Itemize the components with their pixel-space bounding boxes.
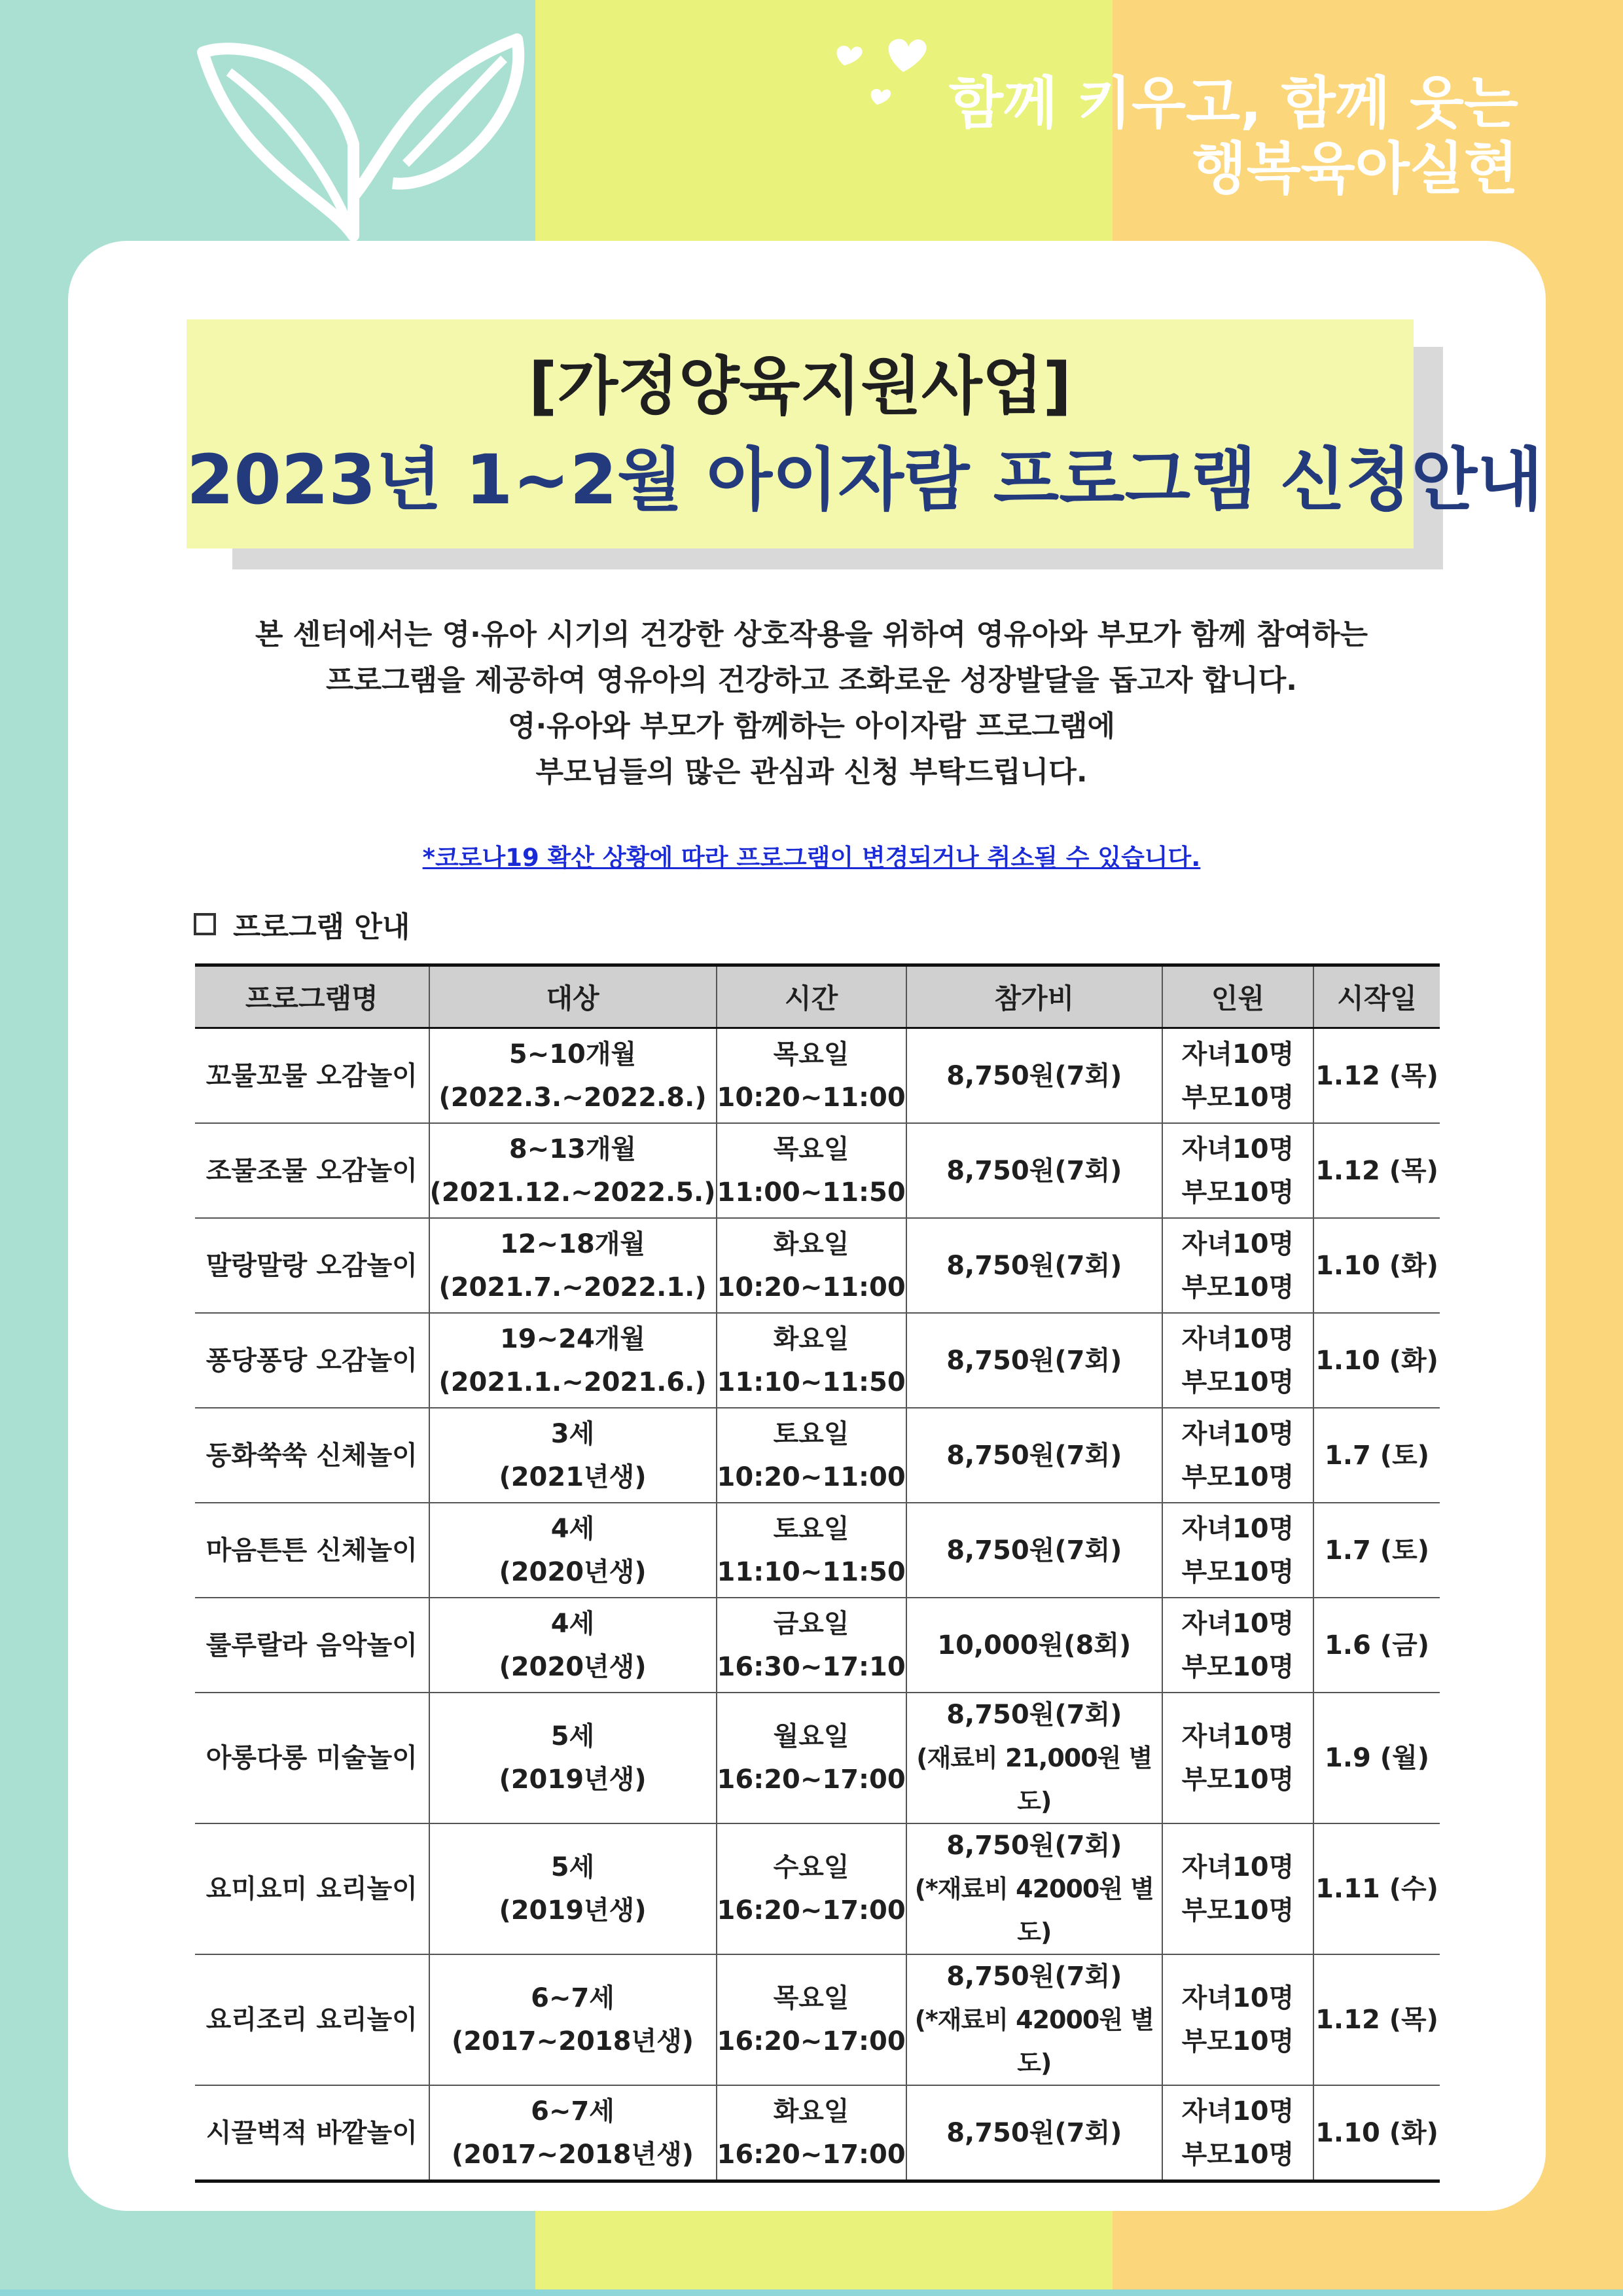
start-date-cell-start: 1.7 (토) [1325,1440,1430,1471]
start-date-cell [1313,1693,1440,1823]
title-box [187,319,1543,548]
time-cell-time1: 목요일 [773,1039,849,1069]
time-cell-time1: 수요일 [773,1852,849,1882]
fee-cell-fee2: (재료비 21,000원 별도) [916,1744,1152,1816]
header-start-date: 시작일 [1313,965,1440,1028]
target-cell [429,1123,717,1218]
start-date-cell [1313,2085,1440,2181]
header-capacity: 인원 [1162,965,1313,1028]
capacity-cell-cap2: 부모10명 [1181,1651,1294,1682]
time-cell-time1: 목요일 [773,1983,849,2013]
capacity-cell-cap2: 부모10명 [1181,2139,1294,2170]
time-cell-time1: 화요일 [773,1229,849,1259]
start-date-cell-start: 1.12 (목) [1315,2005,1438,2035]
fee-cell-fee1: 8,750원(7회) [946,2117,1122,2148]
target-cell [429,1954,717,2085]
covid-notice: *코로나19 확산 상황에 따라 프로그램이 변경되거나 취소될 수 있습니다. [422,844,1201,872]
time-cell-time1: 목요일 [773,1134,849,1164]
start-date-cell [1313,1954,1440,2085]
fee-cell-fee1: 8,750원(7회) [946,1345,1122,1376]
table-row [195,2085,1440,2181]
fee-cell [906,1954,1162,2085]
target-cell-target1: 3세 [550,1418,595,1449]
capacity-cell-cap2: 부모10명 [1181,1895,1294,1926]
start-date-cell-start: 1.12 (목) [1315,1060,1438,1091]
start-date-cell [1313,1823,1440,1954]
time-cell [717,1503,906,1598]
target-cell [429,1028,717,1124]
target-cell-target1: 6~7세 [531,2096,615,2126]
program-name-cell [195,1954,429,2085]
target-cell [429,1598,717,1693]
time-cell-time1: 금요일 [773,1608,849,1639]
capacity-cell-cap1: 자녀10명 [1181,1323,1294,1354]
program-name-cell [195,1123,429,1218]
table-header-row [195,965,1440,1028]
fee-cell-fee1: 8,750원(7회) [946,1060,1122,1091]
time-cell [717,1028,906,1124]
fee-cell-fee1: 8,750원(7회) [946,1700,1122,1730]
target-cell-target1: 5세 [550,1721,595,1751]
time-cell-time2: 11:00~11:50 [717,1177,906,1208]
time-cell-time1: 화요일 [773,1323,849,1354]
header-fee: 참가비 [906,965,1162,1028]
program-name-cell-name: 퐁당퐁당 오감놀이 [205,1345,418,1376]
target-cell-target1: 4세 [550,1608,595,1639]
capacity-cell-cap2: 부모10명 [1181,1177,1294,1208]
start-date-cell [1313,1503,1440,1598]
fee-cell [906,2085,1162,2181]
start-date-cell-start: 1.9 (월) [1325,1743,1430,1773]
time-cell-time2: 10:20~11:00 [717,1082,906,1113]
time-cell-time1: 토요일 [773,1513,849,1544]
target-cell-target2: (2020년생) [499,1556,647,1587]
start-date-cell-start: 1.11 (수) [1315,1874,1438,1904]
fee-cell-fee2: (*재료비 42000원 별도) [914,1874,1154,1946]
time-cell-time2: 10:20~11:00 [717,1272,906,1302]
fee-cell-fee1: 8,750원(7회) [946,1440,1122,1471]
start-date-cell-start: 1.7 (토) [1325,1535,1430,1566]
time-cell-time2: 16:20~17:00 [717,1765,906,1795]
target-cell-target2: (2017~2018년생) [452,2026,694,2056]
table-row [195,1313,1440,1408]
capacity-cell-cap1: 자녀10명 [1181,1721,1294,1751]
intro-line4: 부모님들의 많은 관심과 신청 부탁드립니다. [535,755,1088,789]
program-name-cell-name: 요미요미 요리놀이 [205,1874,418,1904]
program-name-cell [195,1218,429,1313]
capacity-cell-cap1: 자녀10명 [1181,1852,1294,1882]
header-target: 대상 [429,965,717,1028]
target-cell-target1: 5세 [550,1852,595,1882]
slogan-line1: 함께 키우고, 함께 웃는 [948,71,1518,136]
start-date-cell-start: 1.12 (목) [1315,1155,1438,1186]
time-cell-time2: 10:20~11:00 [717,1462,906,1492]
time-cell-time2: 11:10~11:50 [717,1556,906,1587]
table-row [195,1503,1440,1598]
capacity-cell-cap2: 부모10명 [1181,1367,1294,1397]
intro-line2: 프로그램을 제공하여 영유아의 건강하고 조화로운 성장발달을 돕고자 합니다. [325,664,1298,697]
target-cell-target2: (2021.1.~2021.6.) [438,1367,707,1397]
time-cell-time1: 토요일 [773,1418,849,1449]
fee-cell [906,1123,1162,1218]
start-date-cell [1313,1028,1440,1124]
capacity-cell [1162,1598,1313,1693]
capacity-cell [1162,1823,1313,1954]
start-date-cell-start: 1.10 (화) [1315,2117,1438,2148]
time-cell-time2: 16:20~17:00 [717,1895,906,1926]
fee-cell [906,1503,1162,1598]
target-cell [429,1693,717,1823]
program-name-cell [195,1503,429,1598]
program-name-cell [195,2085,429,2181]
fee-cell-fee1: 8,750원(7회) [946,1535,1122,1566]
capacity-cell-cap1: 자녀10명 [1181,1229,1294,1259]
program-name-cell [195,1408,429,1503]
capacity-cell [1162,1313,1313,1408]
header-time: 시간 [717,965,906,1028]
time-cell-time2: 16:20~17:00 [717,2026,906,2056]
table-row [195,1598,1440,1693]
capacity-cell-cap1: 자녀10명 [1181,1418,1294,1449]
bottom-strip [0,2289,1623,2296]
target-cell [429,2085,717,2181]
time-cell [717,1313,906,1408]
start-date-cell [1313,1313,1440,1408]
target-cell-target2: (2021.12.~2022.5.) [429,1177,716,1208]
target-cell [429,1503,717,1598]
capacity-cell [1162,1218,1313,1313]
capacity-cell-cap1: 자녀10명 [1181,1608,1294,1639]
capacity-cell [1162,1503,1313,1598]
target-cell [429,1218,717,1313]
capacity-cell-cap2: 부모10명 [1181,1462,1294,1492]
target-cell-target2: (2019년생) [499,1895,647,1926]
target-cell-target1: 4세 [550,1513,595,1544]
program-name-cell-name: 동화쑥쑥 신체놀이 [205,1440,418,1471]
start-date-cell [1313,1123,1440,1218]
page-title: 2023년 1~2월 아이자람 프로그램 신청안내 [187,440,1543,520]
target-cell [429,1823,717,1954]
start-date-cell [1313,1598,1440,1693]
target-cell-target2: (2022.3.~2022.8.) [438,1082,707,1113]
program-name-cell-name: 꼬물꼬물 오감놀이 [205,1060,418,1091]
hearts-icon [825,26,936,111]
table-row [195,1408,1440,1503]
header-program-name: 프로그램명 [195,965,429,1028]
table-row [195,1028,1440,1124]
time-cell [717,1598,906,1693]
target-cell-target2: (2020년생) [499,1651,647,1682]
program-name-cell [195,1313,429,1408]
program-name-cell-name: 룰루랄라 음악놀이 [205,1630,418,1660]
target-cell-target1: 8~13개월 [508,1134,637,1164]
start-date-cell-start: 1.10 (화) [1315,1250,1438,1281]
program-name-cell [195,1598,429,1693]
capacity-cell [1162,2085,1313,2181]
table-row [195,1954,1440,2085]
start-date-cell-start: 1.10 (화) [1315,1345,1438,1376]
target-cell-target1: 5~10개월 [508,1039,637,1069]
fee-cell-fee2: (*재료비 42000원 별도) [914,2005,1154,2077]
target-cell-target1: 19~24개월 [499,1323,646,1354]
start-date-cell-start: 1.6 (금) [1325,1630,1430,1660]
slogan [949,71,1518,202]
capacity-cell-cap2: 부모10명 [1181,1765,1294,1795]
fee-cell-fee1: 8,750원(7회) [946,1250,1122,1281]
program-table [195,963,1440,2183]
target-cell [429,1313,717,1408]
capacity-cell-cap1: 자녀10명 [1181,1983,1294,2013]
start-date-cell [1313,1408,1440,1503]
section-heading [194,903,410,945]
program-name-cell-name: 시끌벅적 바깥놀이 [205,2117,418,2148]
time-cell [717,1823,906,1954]
capacity-cell [1162,1123,1313,1218]
fee-cell [906,1028,1162,1124]
time-cell-time2: 16:30~17:10 [717,1651,906,1682]
capacity-cell [1162,1028,1313,1124]
intro-line3: 영·유아와 부모가 함께하는 아이자람 프로그램에 [507,709,1116,743]
section-title: 프로그램 안내 [233,910,410,944]
capacity-cell-cap2: 부모10명 [1181,1082,1294,1113]
capacity-cell-cap2: 부모10명 [1181,1272,1294,1302]
time-cell-time1: 월요일 [773,1721,849,1751]
fee-cell [906,1598,1162,1693]
target-cell-target2: (2019년생) [499,1765,647,1795]
time-cell [717,1693,906,1823]
table-row [195,1823,1440,1954]
capacity-cell-cap1: 자녀10명 [1181,2096,1294,2126]
target-cell-target2: (2021년생) [499,1462,647,1492]
program-name-cell [195,1028,429,1124]
fee-cell [906,1218,1162,1313]
time-cell-time1: 화요일 [773,2096,849,2126]
target-cell-target1: 12~18개월 [499,1229,646,1259]
time-cell [717,1954,906,2085]
target-cell-target1: 6~7세 [531,1983,615,2013]
program-name-cell-name: 조물조물 오감놀이 [205,1155,418,1186]
time-cell [717,1123,906,1218]
leaf-icon [177,0,543,242]
fee-cell [906,1693,1162,1823]
capacity-cell-cap1: 자녀10명 [1181,1513,1294,1544]
fee-cell-fee1: 8,750원(7회) [946,1962,1122,1992]
fee-cell [906,1313,1162,1408]
time-cell [717,1408,906,1503]
target-cell [429,1408,717,1503]
program-name-cell-name: 마음튼튼 신체놀이 [205,1535,418,1566]
table-row [195,1693,1440,1823]
fee-cell [906,1823,1162,1954]
fee-cell [906,1408,1162,1503]
intro-text [131,612,1492,795]
table-row [195,1123,1440,1218]
checkbox-icon [194,913,216,935]
target-cell-target2: (2017~2018년생) [452,2139,694,2170]
time-cell [717,1218,906,1313]
fee-cell-fee1: 8,750원(7회) [946,1831,1122,1861]
target-cell-target2: (2021.7.~2022.1.) [438,1272,707,1302]
program-name-cell-name: 아롱다롱 미술놀이 [205,1743,418,1773]
capacity-cell-cap2: 부모10명 [1181,1556,1294,1587]
capacity-cell [1162,1693,1313,1823]
fee-cell-fee1: 8,750원(7회) [946,1155,1122,1186]
capacity-cell-cap1: 자녀10명 [1181,1134,1294,1164]
capacity-cell [1162,1954,1313,2085]
program-name-cell-name: 요리조리 요리놀이 [205,2005,418,2035]
start-date-cell [1313,1218,1440,1313]
capacity-cell [1162,1408,1313,1503]
program-name-cell-name: 말랑말랑 오감놀이 [205,1250,418,1281]
table-row [195,1218,1440,1313]
intro-line1: 본 센터에서는 영·유아 시기의 건강한 상호작용을 위하여 영유아와 부모가 함께 참여하는 [255,618,1368,651]
program-name-cell [195,1823,429,1954]
capacity-cell-cap1: 자녀10명 [1181,1039,1294,1069]
title-line1: [가정양육지원사업] [528,350,1072,423]
time-cell-time2: 16:20~17:00 [717,2139,906,2170]
capacity-cell-cap2: 부모10명 [1181,2026,1294,2056]
program-name-cell [195,1693,429,1823]
fee-cell-fee1: 10,000원(8회) [937,1630,1132,1660]
time-cell-time2: 11:10~11:50 [717,1367,906,1397]
time-cell [717,2085,906,2181]
slogan-line2: 행복육아실현 [1192,136,1518,202]
